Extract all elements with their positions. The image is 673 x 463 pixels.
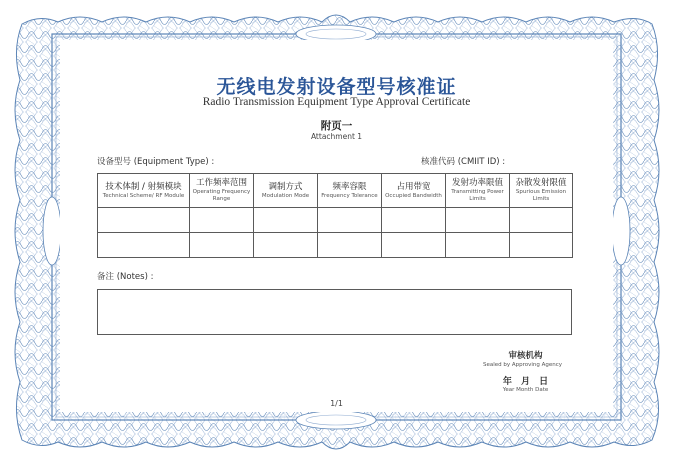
col-header-cn: 频率容限 [332,181,367,192]
table-cell [254,233,318,258]
col-header-cn: 调制方式 [268,181,303,192]
col-header-power-limits [446,174,510,208]
col-header-cn: 技术体制 / 射频模块 [105,181,182,192]
col-header-en: Technical Scheme/ RF Module [102,192,185,199]
col-header-cn: 工作频率范围 [195,178,247,188]
col-header-occupied-bandwidth [382,174,446,208]
date-label-en: Year Month Date [502,387,549,393]
certificate-title-en: Radio Transmission Equipment Type Approval Certificate [202,96,471,108]
table-cell [510,233,573,258]
col-header-spurious-limits [510,174,573,208]
col-header-en: Modulation Mode [261,192,310,199]
table-cell [446,208,510,233]
table-row [98,208,573,233]
cmiit-id-label: 核准代码 (CMIIT ID) : [421,157,506,167]
notes-label: 备注 (Notes) : [97,272,154,282]
certificate-page [60,40,613,412]
table-cell [318,233,382,258]
table-cell [190,233,254,258]
table-cell [98,208,190,233]
table-cell [98,233,190,258]
page-number: 1/1 [330,399,343,408]
attachment-label-en: Attachment 1 [310,132,363,141]
table-row [98,233,573,258]
col-header-modulation-mode [254,174,318,208]
date-label-cn: 年 月 日 [502,377,549,387]
table-cell [382,233,446,258]
col-header-frequency-range [190,174,254,208]
table-header-row [98,174,573,208]
certificate-title-cn: 无线电发射设备型号核准证 [216,76,457,98]
col-header-en: Frequency Tolerance [321,192,378,199]
col-header-frequency-tolerance [318,174,382,208]
table-cell [190,208,254,233]
col-header-en: Operating Frequency Range [192,189,251,202]
col-header-en: Spurious Emission Limits [515,189,567,202]
table-cell [446,233,510,258]
col-header-cn: 杂散发射限值 [515,178,567,188]
table-cell [510,208,573,233]
col-header-technical-scheme [98,174,190,208]
attachment-label-cn: 附页一 [320,120,353,132]
col-header-cn: 占用带宽 [396,181,431,192]
approving-agency-en: Sealed by Approving Agency [482,362,563,368]
approving-agency-cn: 审核机构 [508,351,543,361]
col-header-en: Transmitting Power Limits [451,189,504,202]
table-cell [318,208,382,233]
spec-table [97,173,573,258]
table-cell [254,208,318,233]
equipment-type-label: 设备型号 (Equipment Type) : [97,157,215,167]
col-header-cn: 发射功率限值 [451,178,503,188]
col-header-en: Occupied Bandwidth [385,192,442,199]
table-cell [382,208,446,233]
notes-box [97,289,572,335]
